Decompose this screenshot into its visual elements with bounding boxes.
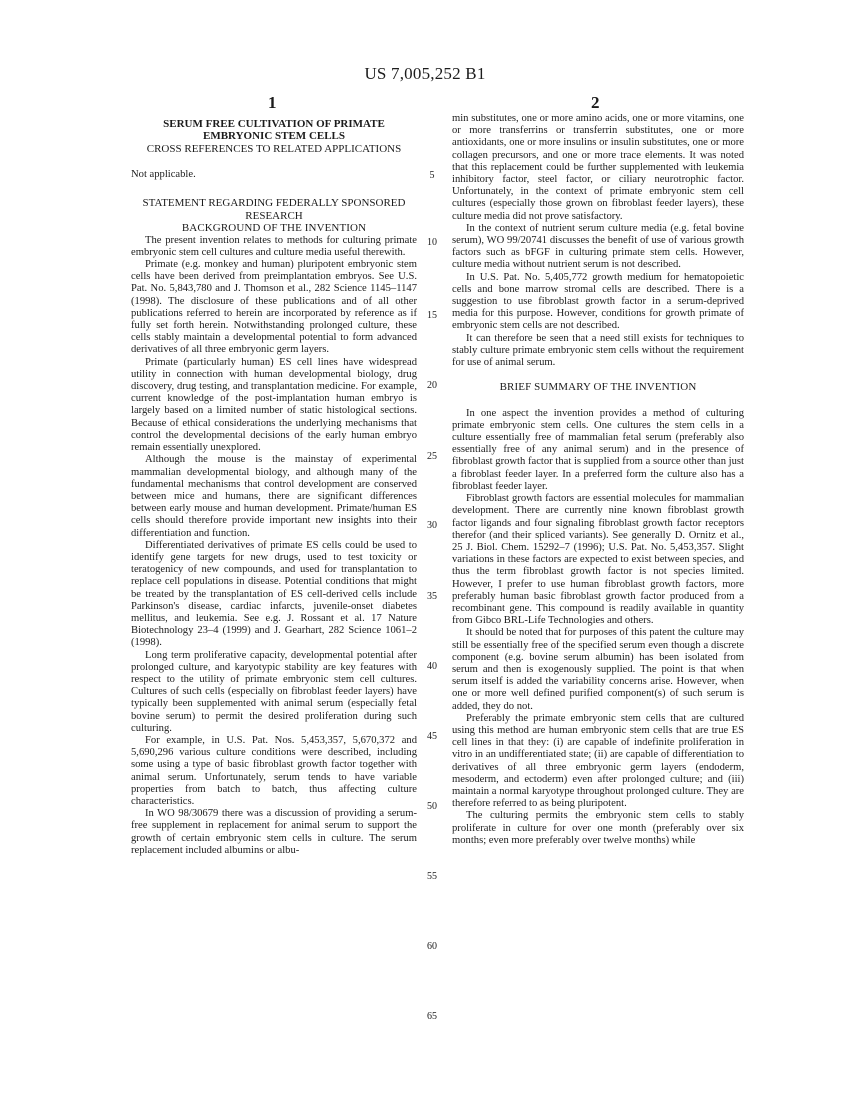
heading-brief-summary: BRIEF SUMMARY OF THE INVENTION bbox=[499, 381, 697, 394]
line-number: 5 bbox=[429, 170, 435, 181]
paragraph: In U.S. Pat. No. 5,405,772 growth medium for hematopoietic cells and bone marrow stromal cells are described. There is a suggestion to use fibroblast growth factor in a serum-deprived media for this purpose. However, conditions for growth primate of embryonic stem cells are not described. bbox=[452, 271, 744, 332]
column-number-left: 1 bbox=[268, 93, 277, 112]
paragraph: In the context of nutrient serum culture media (e.g. fetal bovine serum), WO 99/20741 discusses the benefit of use of various growth factors such as bFGF in culturing primate stem cells. However, culture media without nutrient serum is not described. bbox=[452, 222, 744, 271]
line-number: 15 bbox=[427, 310, 437, 321]
not-applicable-text: Not applicable. bbox=[131, 169, 196, 181]
paragraph: In one aspect the invention provides a method of culturing primate embryonic stem cells. One cultures the stem cells in a culture essentially free of mammalian fetal serum (preferably also essentially free of any animal serum) and in the presence of fibroblast growth factor that is supplied from a source other than just a fibroblast feeder layer. In a preferred form the culture also has a fibroblast feeder layer. bbox=[452, 407, 744, 492]
patent-number: US 7,005,252 B1 bbox=[364, 64, 486, 83]
paragraph: It can therefore be seen that a need still exists for techniques to stably culture primate embryonic stem cells without the requirement for use of animal serum. bbox=[452, 332, 744, 369]
paragraph: It should be noted that for purposes of this patent the culture may still be essentially free of the specified serum even though a discrete component (e.g. bovine serum albumin) has been isolated from serum and then is exogenously supplied. The point is that when serum itself is added the variability concerns arise. However, when one or more well defined purified component(s) of such serum is added, they do not. bbox=[452, 627, 744, 712]
paragraph: The culturing permits the embryonic stem cells to stably proliferate in culture for over one month (preferably over six months; even more preferably over twelve months) while bbox=[452, 810, 744, 846]
heading-background: BACKGROUND OF THE INVENTION bbox=[181, 222, 367, 235]
paragraph: Although the mouse is the mainstay of experimental mammalian developmental biology, and although many of the fundamental mechanisms that control development are conserved between mice and humans, there are significant differences between early mouse and human development. Primate/human ES cells should therefore provide important new insights into their differentiation and function. bbox=[131, 454, 417, 539]
paragraph: Long term proliferative capacity, developmental potential after prolonged culture, and karyotypic stability are key features with respect to the utility of primate embryonic stem cell cultures. Cultures of such cells (especially on fibroblast feeder layers) have typically been supplemented with animal serum (especially fetal bovine serum) to permit the desired proliferation during such culturing. bbox=[131, 649, 417, 734]
line-number: 10 bbox=[427, 237, 437, 248]
line-number: 45 bbox=[427, 731, 437, 742]
paragraph: Primate (e.g. monkey and human) pluripotent embryonic stem cells have been derived from preimplantation embryos. See U.S. Pat. No. 5,843,780 and J. Thomson et al., 282 Science 1145–1147 (1998). The disclosure of these publications and of all other publications referred to herein are incorporated by reference as if fully set forth herein. Notwithstanding prolonged culture, these cells stably maintain a developmental potential to form advanced derivatives of all three embryonic germ layers. bbox=[131, 259, 417, 356]
paragraph: For example, in U.S. Pat. Nos. 5,453,357, 5,670,372 and 5,690,296 various culture conditions were described, including some using a type of basic fibroblast growth factor together with animal serum. Unfortunately, serum tends to have variable properties from batch to batch, thus affecting culture characteristics. bbox=[131, 734, 417, 807]
line-number: 60 bbox=[427, 941, 437, 952]
heading-cross-references: CROSS REFERENCES TO RELATED APPLICATIONS bbox=[146, 142, 402, 155]
text-column-right bbox=[452, 113, 744, 847]
line-number: 25 bbox=[427, 451, 437, 462]
line-number: 20 bbox=[427, 380, 437, 391]
paragraph: Differentiated derivatives of primate ES cells could be used to identify gene targets for new drugs, used to test toxicity or teratogenicy of new compounds, and used for transplantation to replace cell populations in disease. Potential conditions that might be treated by the transplantation of ES cell-derived cells include Parkinson's disease, cardiac infarcts, juvenile-onset diabetes mellitus, and leukemia. See e.g. J. Rossant et al. 17 Nature Biotechnology 23–4 (1999) and J. Gearhart, 282 Science 1061–2 (1998). bbox=[131, 539, 417, 649]
line-number: 35 bbox=[427, 591, 437, 602]
document-title: SERUM FREE CULTIVATION OF PRIMATE EMBRYONIC STEM CELLS bbox=[163, 118, 385, 143]
paragraph: Primate (particularly human) ES cell lines have widespread utility in connection with human developmental biology, drug discovery, drug testing, and transplantation medicine. For example, current knowledge of the post-implantation human embryo is largely based on a limited number of static histological sections. Because of ethical considerations the underlying mechanisms that control the developmental decisions of the early human embryo remain essentially unexplored. bbox=[131, 356, 417, 454]
line-number: 40 bbox=[427, 661, 437, 672]
paragraph: In WO 98/30679 there was a discussion of providing a serum-free supplement in replacement for animal serum to support the growth of certain embryonic stem cells in culture. The serum replacement included albumins or albu- bbox=[131, 808, 417, 856]
paragraph: Preferably the primate embryonic stem cells that are cultured using this method are human embryonic stem cells that are true ES cell lines in that they: (i) are capable of indefinite proliferation in vitro in an undifferentiated state; (ii) are capable of differentiation to derivatives of all three embryonic germ layers (endoderm, mesoderm, and ectoderm) even after prolonged culture; and (iii) maintain a normal karyotype throughout prolonged culture. They are therefore referred to as being pluripotent. bbox=[452, 712, 744, 810]
line-number: 30 bbox=[427, 520, 437, 531]
line-number: 65 bbox=[427, 1011, 437, 1022]
text-column-left bbox=[131, 118, 417, 857]
heading-federal-research: STATEMENT REGARDING FEDERALLY SPONSORED RESEARCH bbox=[142, 197, 406, 222]
paragraph: Fibroblast growth factors are essential molecules for mammalian development. There are currently nine known fibroblast growth factor ligands and four signaling fibroblast growth factor receptors therefor (and their spliced variants). See generally D. Ornitz et al., 25 J. Biol. Chem. 15292–7 (1996); U.S. Pat. No. 5,453,357. Slight variations in these factors are expected to exist between species, and thus the term fibroblast growth factor is not species limited. However, I prefer to use human fibroblast growth factors, more preferably human basic fibroblast growth factor produced from a recombinant gene. This compound is readily available in quantity from Gibco BRL-Life Technologies and others. bbox=[452, 493, 744, 627]
column-number-right: 2 bbox=[591, 93, 600, 112]
line-number: 55 bbox=[427, 871, 437, 882]
paragraph: min substitutes, one or more amino acids, one or more vitamins, one or more transferrins or transferrin substitutes, one or more antioxidants, one or more insulins or insulin substitutes, one or more collagen precursors, and one or more trace elements. It was noted that this replacement could be further supplemented with leukemia inhibitory factor, steel factor, or ciliary neurotrophic factor. Unfortunately, in the context of primate embryonic stem cell cultures (especially those grown on fibroblast feeder layers), these culture media did not prove satisfactory. bbox=[452, 113, 744, 222]
line-number: 50 bbox=[427, 801, 437, 812]
paragraph: The present invention relates to methods for culturing primate embryonic stem cell cultures and culture media useful therewith. bbox=[131, 234, 417, 258]
